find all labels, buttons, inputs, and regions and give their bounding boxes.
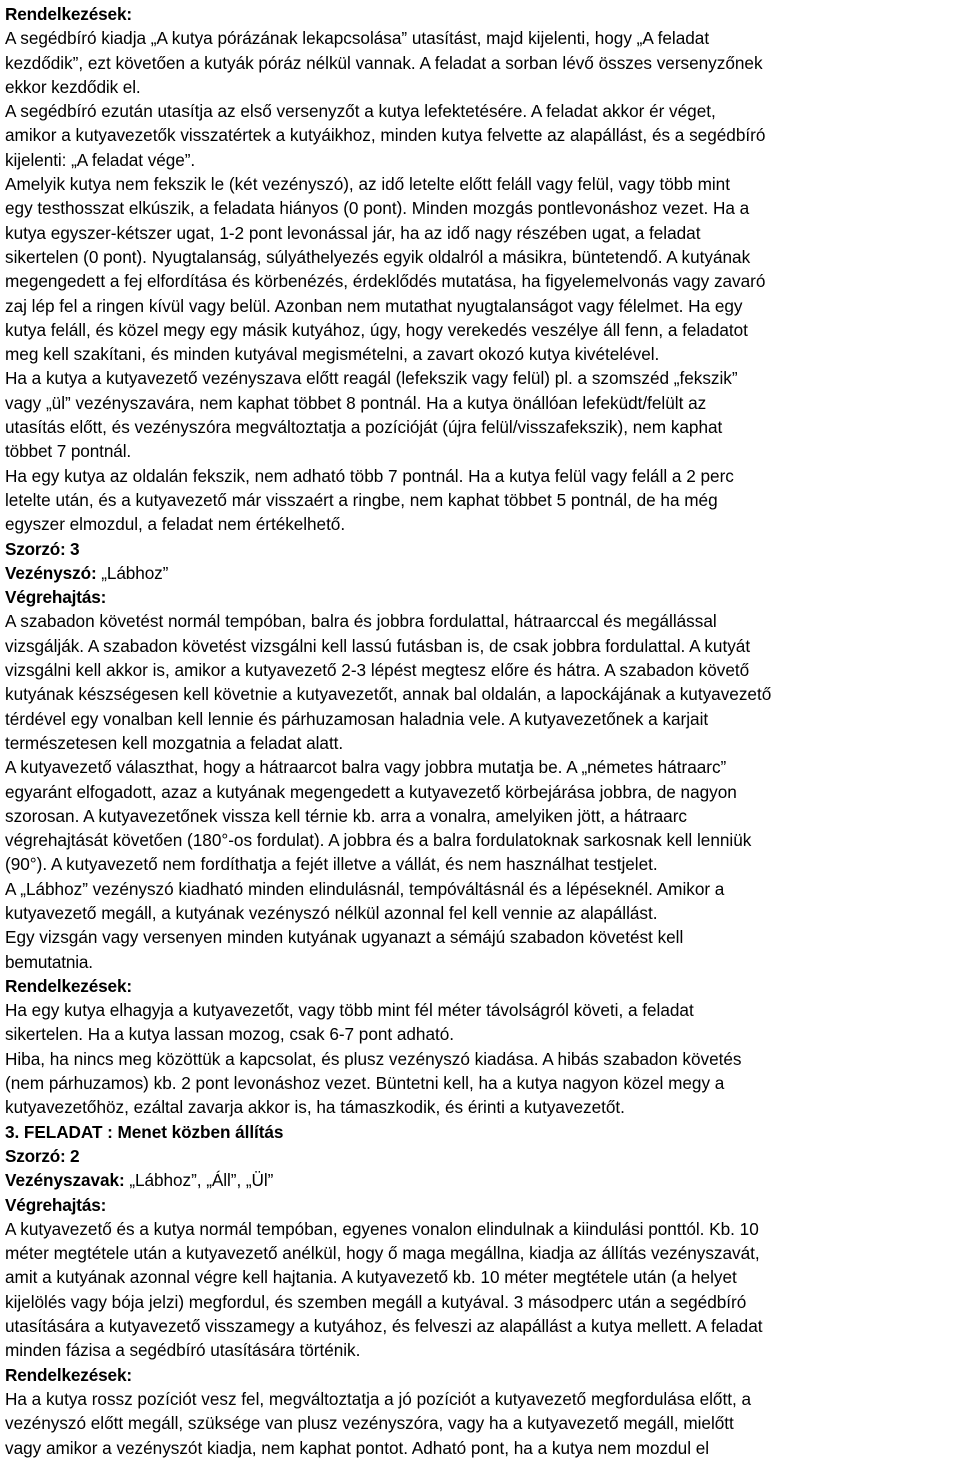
body-text-line: Egy vizsgán vagy versenyen minden kutyának ugyanazt a sémájú szabadon követést kell <box>5 927 684 948</box>
command-line <box>5 561 957 585</box>
section-heading <box>5 2 957 26</box>
body-text-line: vagy „ül” vezényszavára, nem kaphat többet 8 pontnál. Ha a kutya önállóan lefeküdt/felült az <box>5 392 707 413</box>
body-text-line: utasítás előtt, és vezényszóra megváltoztatja a pozícióját (újra felül/visszafekszik), nem kaphat <box>5 417 723 438</box>
body-text-line: méter megtétele után a kutyavezető anélkül, hogy ő maga megállna, kiadja az állítás vezényszavát, <box>5 1243 760 1264</box>
body-text-line: Ha egy kutya elhagyja a kutyavezetőt, vagy több mint fél méter távolságról követi, a feladat <box>5 1000 694 1021</box>
body-text-line: Ha egy kutya az oldalán fekszik, nem adható több 7 pontnál. Ha a kutya felül vagy feláll a 2 perc <box>5 465 734 486</box>
body-text-line: térdével egy vonalban kell lennie és párhuzamosan haladnia vele. A kutyavezetőnek a karjait <box>5 708 709 729</box>
body-text-line: A „Lábhoz” vezényszó kiadható minden elindulásnál, tempóváltásnál és a lépéseknél. Amikor a <box>5 878 725 899</box>
body-paragraph <box>5 609 957 973</box>
body-text-line: A szabadon követést normál tempóban, balra és jobbra fordulattal, hátraarccal és megállással <box>5 611 717 632</box>
body-text-line: bemutatnia. <box>5 951 93 972</box>
body-text-line: sikertelen. Ha a kutya lassan mozog, csak 6-7 pont adható. <box>5 1024 454 1045</box>
body-text-line: egyaránt elfogadott, azaz a kutyának megengedett a kutyavezető körbejárása jobbra, de nagyon <box>5 781 737 802</box>
heading-text: Rendelkezések: <box>5 975 132 996</box>
command-value: „Lábhoz”, „Áll”, „Ül” <box>124 1170 274 1191</box>
body-paragraph <box>5 1217 957 1363</box>
command-line-text <box>5 1168 957 1192</box>
heading-text: 3. FELADAT : Menet közben állítás <box>5 1121 284 1142</box>
body-text-line: utasítására a kutyavezető visszamegy a kutyához, és felveszi az alapállást a kutya mellett. A feladat <box>5 1316 763 1337</box>
command-label: Vezényszó: <box>5 562 97 583</box>
body-text-line: A segédbíró ezután utasítja az első versenyzőt a kutya lefektetésére. A feladat akkor ér véget, <box>5 101 716 122</box>
heading-text: Szorzó: 3 <box>5 538 80 559</box>
body-text-line: Amelyik kutya nem fekszik le (két vezényszó), az idő letelte előtt feláll vagy felül, vagy több mint <box>5 174 730 195</box>
body-text-line: (nem párhuzamos) kb. 2 pont levonáshoz vezet. Büntetni kell, ha a kutya nagyon közel megy a <box>5 1073 725 1094</box>
command-value: „Lábhoz” <box>96 562 169 583</box>
section-heading <box>5 974 957 998</box>
heading-text: Rendelkezések: <box>5 4 132 24</box>
heading-text: Végrehajtás: <box>5 587 107 608</box>
section-heading <box>5 537 957 561</box>
body-text-line: A kutyavezető választhat, hogy a hátraarcot balra vagy jobbra mutatja be. A „németes hátraarc” <box>5 757 727 778</box>
body-text-line: kijelenti: „A feladat vége”. <box>5 149 196 170</box>
body-text-line: végrehajtását követően (180°-os fordulat). A jobbra és a balra fordulatoknak sarkosnak kell lenniük <box>5 830 752 851</box>
body-text-line: Ha a kutya rossz pozíciót vesz fel, megváltoztatja a jó pozíciót a kutyavezető megfordulása előtt, a <box>5 1388 752 1409</box>
heading-text: Rendelkezések: <box>5 1364 132 1385</box>
heading-text: Szorzó: 2 <box>5 1145 80 1166</box>
body-text-line: vizsgálják. A szabadon követést vizsgálni kell lassú futásban is, de csak jobbra fordulattal. A kutyát <box>5 635 751 656</box>
body-text-line: amit a kutyának azonnal végre kell hajtania. A kutyavezető kb. 10 méter megtétele után (a helyet <box>5 1267 737 1288</box>
body-text-line: sikertelen (0 pont). Nyugtalanság, súlyáthelyezés egyik oldalról a másikra, büntetendő. A kutyának <box>5 246 751 267</box>
command-line <box>5 1168 957 1192</box>
body-text-line: kijelölés vagy bója jelzi) megfordul, és szemben megáll a kutyával. 3 másodperc után a segédbíró <box>5 1291 747 1312</box>
body-text-line: ekkor kezdődik el. <box>5 76 141 97</box>
body-text-line: zaj lép fel a ringen kívül vagy belül. Azonban nem mutathat nyugtalanságot vagy félelmet. Ha egy <box>5 295 743 316</box>
body-text-line: kezdődik”, ezt követően a kutyák póráz nélkül vannak. A feladat a sorban lévő összes versenyzőnek <box>5 52 763 73</box>
body-text-line: természetesen kell mozgatnia a feladat alatt. <box>5 732 344 753</box>
body-text-line: megengedett a fej elfordítása és körbenézés, érdeklődés mutatása, ha figyelemelvonás vagy zavaró <box>5 271 766 292</box>
body-text-line: kutyának készségesen kell követnie a kutyavezetőt, annak bal oldalán, a lapockájának a kutyavezető <box>5 684 772 705</box>
body-text-line: Hiba, ha nincs meg közöttük a kapcsolat, és plusz vezényszó kiadása. A hibás szabadon követés <box>5 1048 742 1069</box>
body-text-line: kutya feláll, és közel megy egy másik kutyához, úgy, hogy verekedés veszélye áll fenn, a feladatot <box>5 319 748 340</box>
section-heading <box>5 1120 957 1169</box>
body-text-line: minden fázisa a segédbíró utasítására történik. <box>5 1340 361 1361</box>
body-text-line: egyszer elmozdul, a feladat nem értékelhető. <box>5 514 346 535</box>
body-text-line: kutyavezető megáll, a kutyának vezényszó nélkül azonnal fel kell vennie az alapállást. <box>5 902 658 923</box>
body-text-line: kutyavezetőhöz, ezáltal zavarja akkor is, ha támaszkodik, és érinti a kutyavezetőt. <box>5 1097 625 1118</box>
heading-text: Végrehajtás: <box>5 1194 107 1215</box>
command-line-text <box>5 561 957 585</box>
section-heading <box>5 585 957 609</box>
body-text-line: A segédbíró kiadja „A kutya pórázának lekapcsolása” utasítást, majd kijelenti, hogy „A feladat <box>5 28 710 49</box>
body-text-line: Ha a kutya a kutyavezető vezényszava előtt reagál (lefekszik vagy felül) pl. a szomszéd „fekszik” <box>5 368 738 389</box>
body-text-line: amikor a kutyavezetők visszatértek a kutyáikhoz, minden kutya felvette az alapállást, és a segédbíró <box>5 125 766 146</box>
body-text-line: egy testhosszat elkúszik, a feladata hiányos (0 pont). Minden mozgás pontlevonáshoz vezet. Ha a <box>5 198 750 219</box>
body-text-line: (90°). A kutyavezető nem fordíthatja a fejét illetve a vállát, és nem használhat testjelet. <box>5 854 658 875</box>
section-heading <box>5 1363 957 1387</box>
body-text-line: meg kell szakítani, és minden kutyával megismételni, a zavart okozó kutya kivételével. <box>5 344 660 365</box>
body-text-line: vizsgálni kell akkor is, amikor a kutyavezető 2-3 lépést megtesz előre és hátra. A szabadon követő <box>5 660 750 681</box>
body-text-line: A kutyavezető és a kutya normál tempóban, egyenes vonalon elindulnak a kiindulási ponttól. Kb. 10 <box>5 1218 759 1239</box>
body-text-line: vezényszó előtt megáll, szüksége van plusz vezényszóra, vagy ha a kutyavezető megáll, mielőtt <box>5 1413 734 1434</box>
body-text-line: többet 7 pontnál. <box>5 441 132 462</box>
body-text-line: letelte után, és a kutyavezető már visszaért a ringbe, nem kaphat többet 5 pontnál, de ha még <box>5 489 718 510</box>
section-heading <box>5 1193 957 1217</box>
body-paragraph <box>5 1387 957 1460</box>
body-text-line: vagy amikor a vezényszót kiadja, nem kaphat pontot. Adható pont, ha a kutya nem mozdul el <box>5 1437 710 1458</box>
command-label: Vezényszavak: <box>5 1170 125 1191</box>
body-text-line: szorosan. A kutyavezetőnek vissza kell térnie kb. arra a vonalra, amelyiken jött, a hátraarc <box>5 805 687 826</box>
body-paragraph <box>5 998 957 1119</box>
body-text-line: kutya egyszer-kétszer ugat, 1-2 pont levonással jár, ha az idő nagy részében ugat, a feladat <box>5 222 701 243</box>
body-paragraph <box>5 26 957 536</box>
